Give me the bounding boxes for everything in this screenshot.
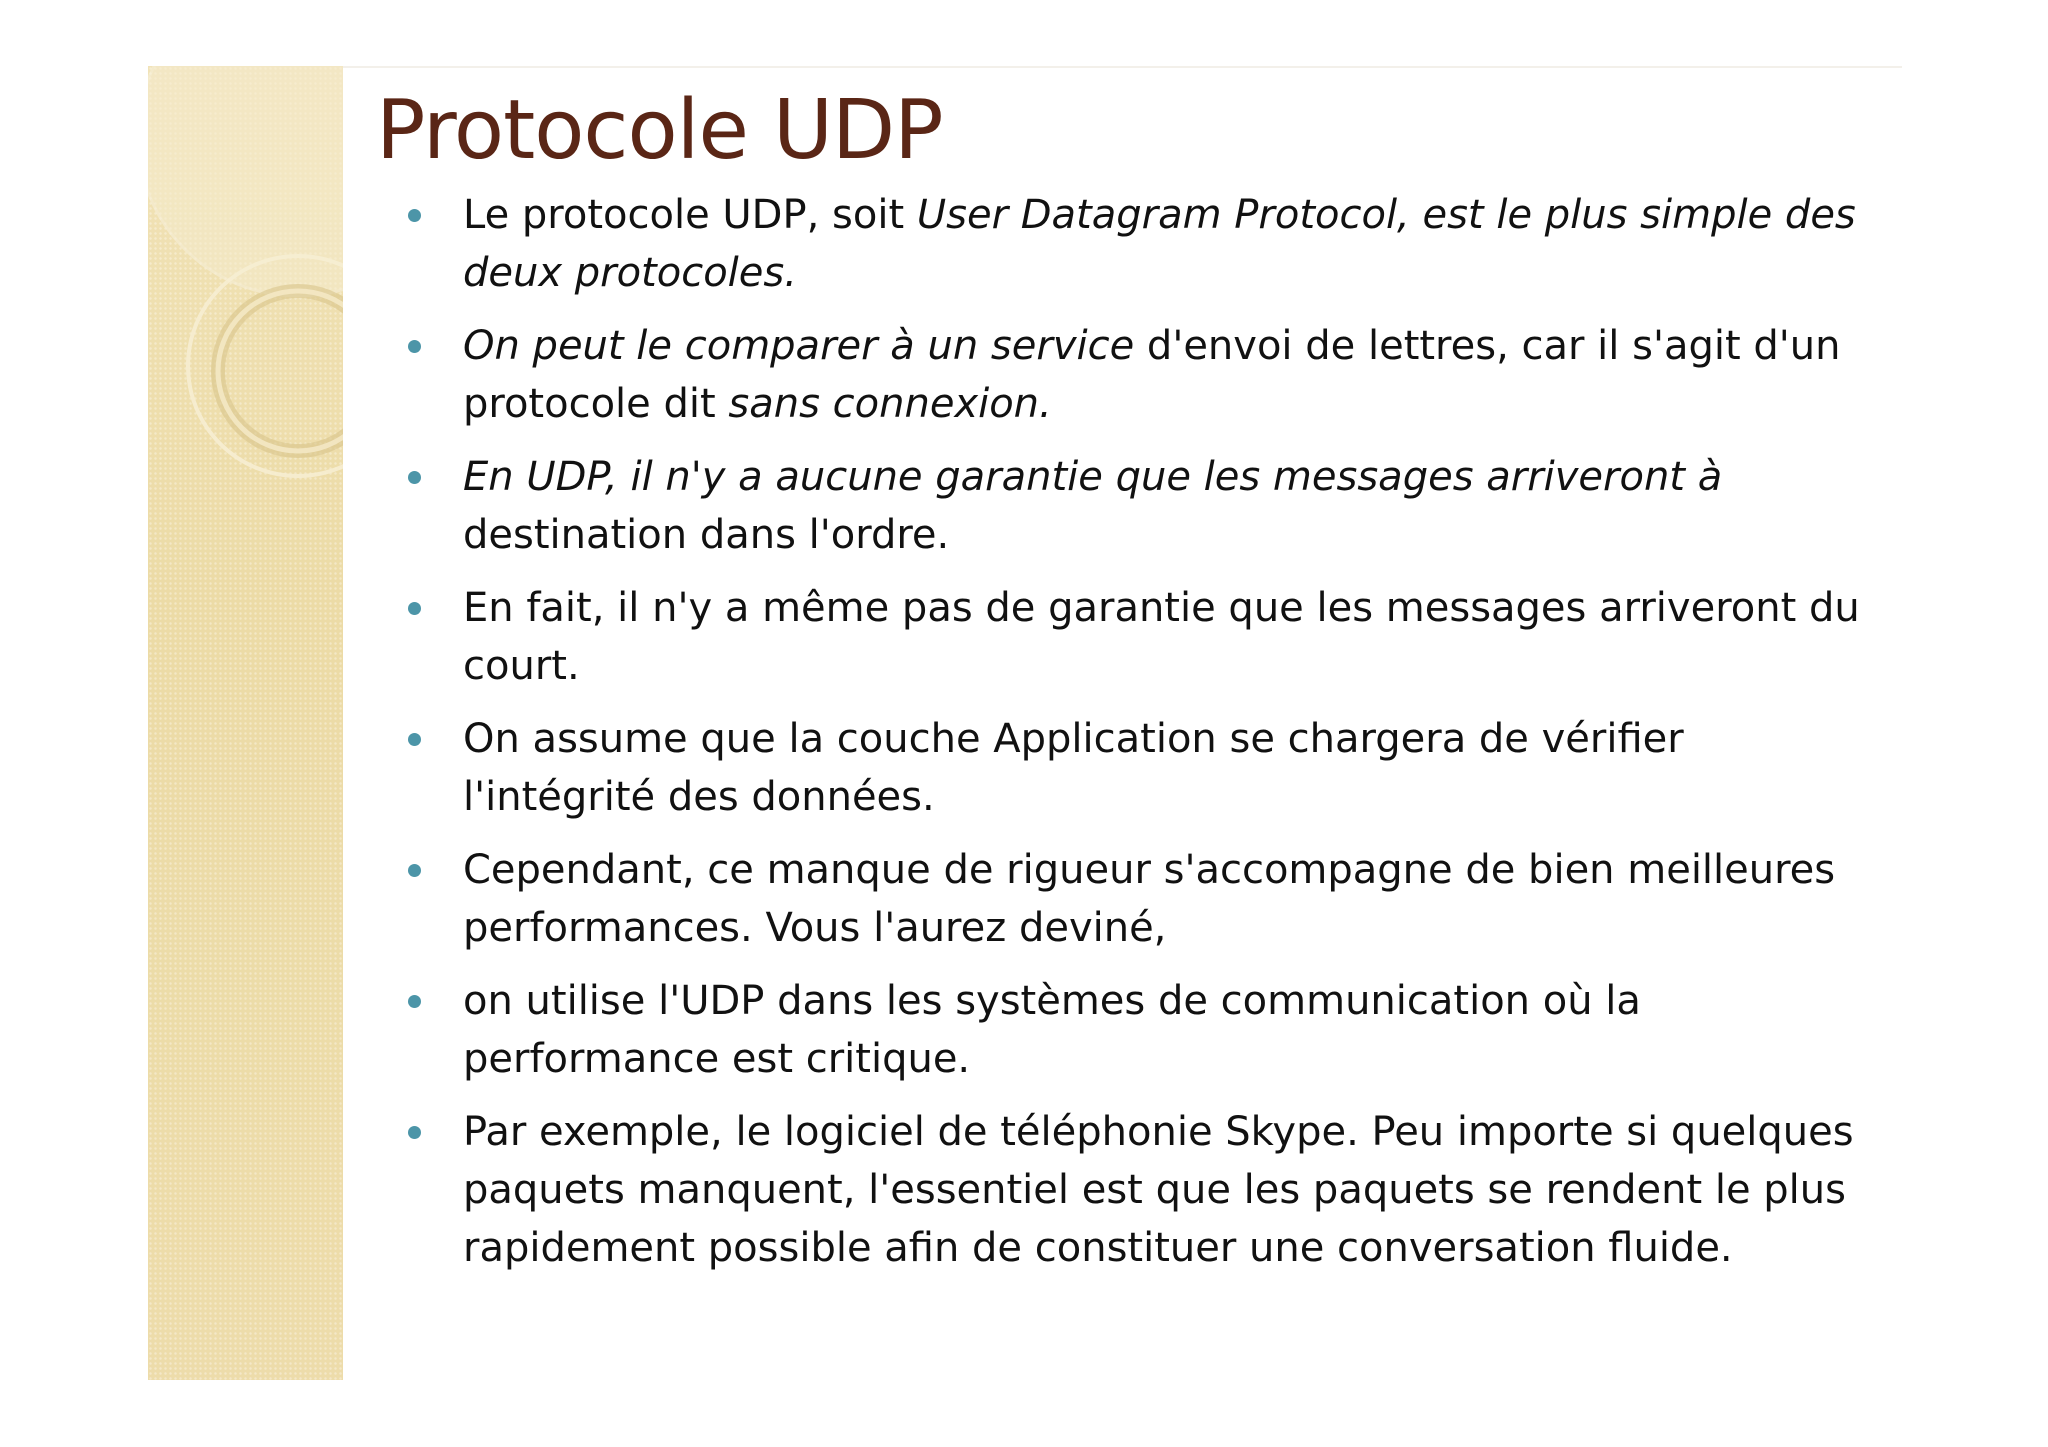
bullet-item	[408, 186, 1878, 302]
bullet-text: Par exemple, le logiciel de téléphonie Skype. Peu importe si quelques paquets manquent, l'essentiel est que les paquets se rendent le plus rapidement possible afin de constituer une conversation fluide.	[463, 1109, 1854, 1271]
bullet-text: En fait, il n'y a même pas de garantie que les messages arriveront du court.	[463, 585, 1860, 689]
bullet-item	[408, 448, 1878, 564]
bullet-text: On peut le comparer à un service	[463, 323, 1135, 369]
bullet-dot-icon	[408, 471, 421, 484]
slide	[148, 66, 1902, 1380]
bullet-dot-icon	[408, 340, 421, 353]
bullet-text: d'envoi de lettres, car il s'agit d'un protocole dit	[463, 323, 1841, 427]
bullet-item	[408, 841, 1878, 957]
bullet-item	[408, 579, 1878, 695]
bullet-dot-icon	[408, 995, 421, 1008]
bullet-text: En UDP, il n'y a aucune garantie que les messages arriveront à	[463, 454, 1723, 500]
slide-title: Protocole UDP	[376, 83, 943, 178]
bullet-dot-icon	[408, 1126, 421, 1139]
top-divider	[343, 66, 1902, 68]
bullet-item	[408, 710, 1878, 826]
bullet-dot-icon	[408, 733, 421, 746]
decorative-sidebar	[148, 66, 343, 1380]
bullet-text: User Datagram Protocol, est le plus simple des deux protocoles.	[463, 192, 1856, 296]
bullet-text: Le protocole UDP, soit	[463, 192, 917, 238]
decorative-circles-icon	[148, 66, 343, 1380]
bullet-dot-icon	[408, 209, 421, 222]
bullet-item	[408, 1103, 1878, 1277]
bullet-text: sans connexion.	[728, 381, 1052, 427]
bullet-dot-icon	[408, 602, 421, 615]
bullet-text: Cependant, ce manque de rigueur s'accompagne de bien meilleures performances. Vous l'aurez deviné,	[463, 847, 1836, 951]
bullet-dot-icon	[408, 864, 421, 877]
bullet-item	[408, 317, 1878, 433]
bullet-text: on utilise l'UDP dans les systèmes de communication où la performance est critique.	[463, 978, 1641, 1082]
bullet-text: On assume que la couche Application se chargera de vérifier l'intégrité des données.	[463, 716, 1684, 820]
bullet-item	[408, 972, 1878, 1088]
bullet-text: destination dans l'ordre.	[463, 512, 950, 558]
bullet-list	[408, 186, 1878, 1292]
